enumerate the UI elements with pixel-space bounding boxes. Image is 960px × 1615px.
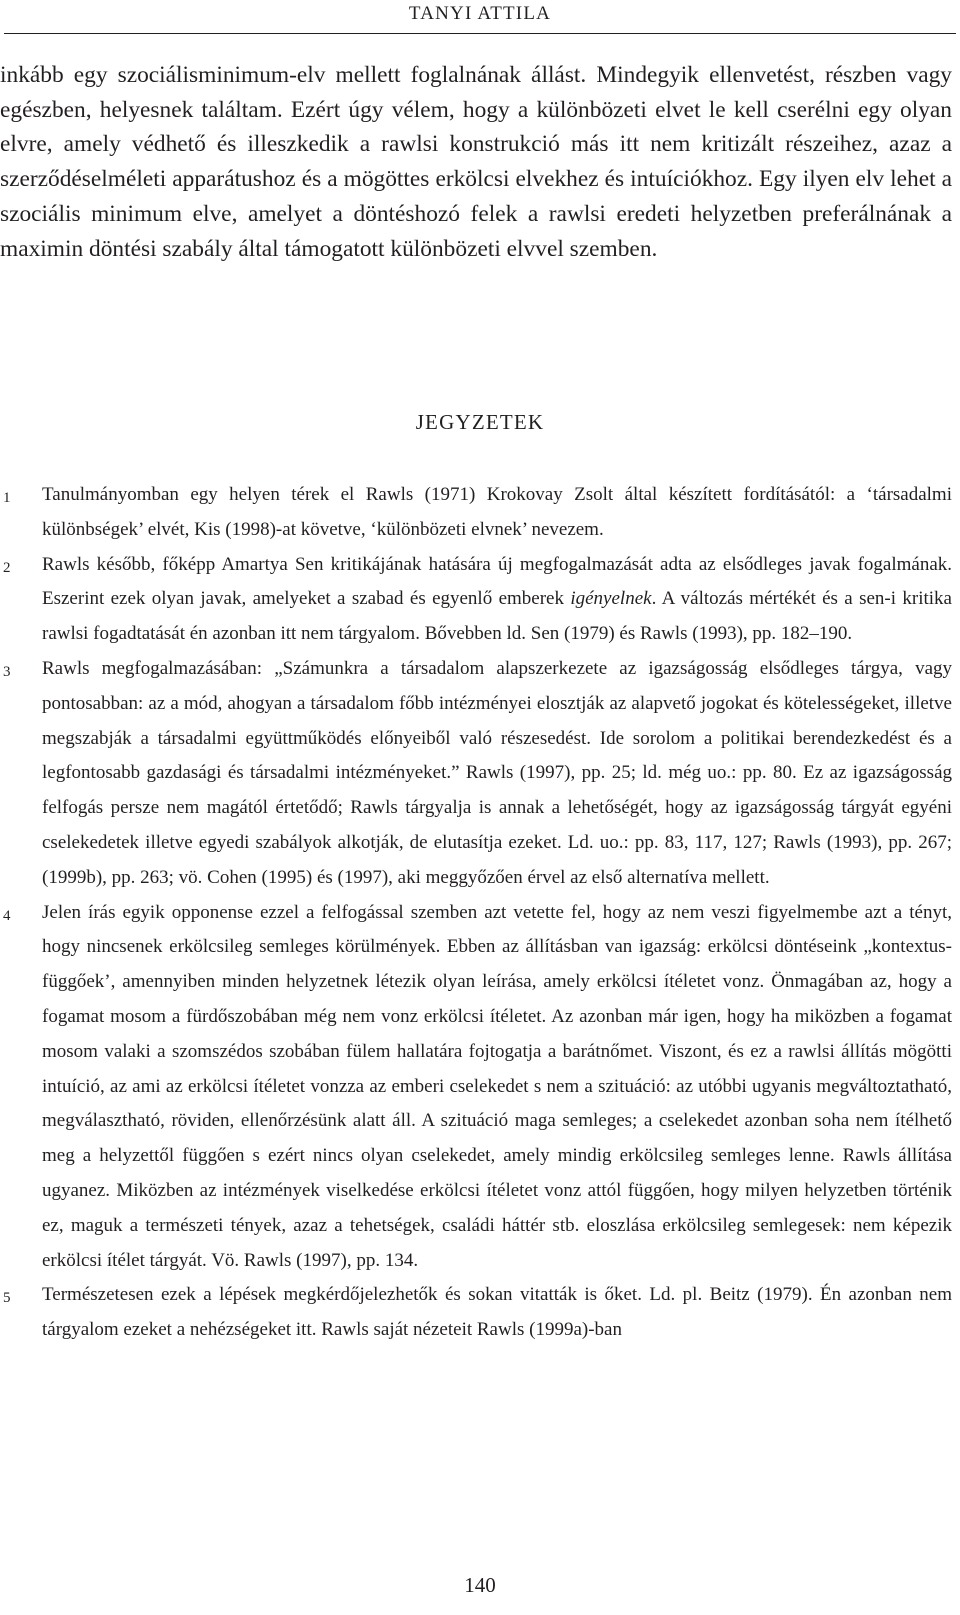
page-number: 140 <box>464 1573 496 1597</box>
footnote <box>0 652 952 896</box>
running-header: TANYI ATTILA <box>408 3 552 24</box>
footnote-text: Jelen írás egyik opponense ezzel a felfogással szemben azt vetette fel, hogy az nem veszi figyelmembe azt a tényt, hogy nincsenek erkölcsileg semleges körülmények. Ebben az állításban van igazság: erkölcsi döntéseink „kontextus-függőek’, amennyiben minden helyzetnek létezik olyan leírása, amely erkölcsi ítéletet vonz. Önmagában az, hogy a fogamat mosom a fürdőszobában még nem vonz erkölcsi ítéletet. Az azonban már igen, hogy ha miközben a fogamat mosom valaki a szomszédos szobában fülem hallatára fojtogatja a barátnőmet. Viszont, és ez a rawlsi állítás mögötti intuíció, az ami az erkölcsi ítéletet vonzza az emberi cselekedet s nem a szituáció: az utóbbi ugyanis megváltoztatható, megválasztható, röviden, ellenőrzésünk alatt áll. A szituáció maga semleges; a cselekedet azonban soha nem ítélhető meg a helyzettől függően s ezért nincs olyan cselekedet, amely mindig erkölcsileg semleges lenne. Rawls állítása ugyanez. Miközben az intézmények viselkedése erkölcsi ítéletet vonz attól függően, hogy milyen helyzetben történik ez, maguk a természeti tények, azaz a tehetségek, családi háttér stb. eloszlása erkölcsileg semlegesek: nem képezik erkölcsi ítélet tárgyát. Vö. Rawls (1997), pp. 134. <box>42 901 952 1271</box>
footnote <box>0 896 952 1279</box>
footnote <box>0 548 952 652</box>
footnote-text: Rawls később, főképp Amartya Sen kritikájának hatására új megfogalmazását adta az elsődleges javak fogalmának. Eszerint ezek olyan javak, amelyeket a szabad és egyenlő emberek <box>42 553 952 610</box>
footnote-number: 4 <box>3 907 11 924</box>
footnote-number: 3 <box>3 663 11 680</box>
footnote-number: 1 <box>3 490 11 506</box>
header-rule <box>4 33 956 34</box>
footnote-text: Tanulmányomban egy helyen térek el Rawls (1971) Krokovay Zsolt által készített fordításától: a ‘társadalmi különbségek’ elvét, Kis (1998)-at követve, ‘különbözeti elvnek’ nevezem. <box>42 484 952 540</box>
notes-list <box>0 478 952 1348</box>
footnote-text: Rawls megfogalmazásában: „Számunkra a társadalom alapszerkezete az igazságosság elsődleges tárgya, vagy pontosabban: az a mód, ahogyan a társadalom főbb intézményei elosztják az alapvető jogokat és kötelességeket, illetve megszabják a társadalmi együttműködés előnyeiből való részesedést. Ide sorolom a politikai berendezkedést és a legfontosabb gazdasági és társadalmi intézményeket.” Rawls (1997), pp. 25; ld. még uo.: pp. 80. Ez az igazságosság felfogás persze nem magától értetődő; Rawls tárgyalja is annak a lehetőségét, hogy az igazságosság tárgyát egyéni cselekedetek illetve egyedi szabályok alkotják, de elutasítja ezeket. Ld. uo.: pp. 83, 117, 127; Rawls (1993), pp. 267; (1999b), pp. 263; vö. Cohen (1995) és (1997), aki meggyőzően érvel az első alternatíva mellett. <box>42 657 952 888</box>
footnote-number: 2 <box>3 559 11 576</box>
footnote-italic-term: igényelnek <box>570 588 652 610</box>
footnote <box>0 1278 952 1348</box>
footnote <box>0 478 952 548</box>
footnote-text-continued: . A változás mértékét és a sen-i kritika rawlsi fogadtatását én azonban itt nem tárgyalom. Bővebben ld. Sen (1979) és Rawls (1993), pp. 182–190. <box>42 588 952 645</box>
notes-heading: JEGYZETEK <box>415 410 545 434</box>
body-paragraph: inkább egy szociálisminimum-elv mellett foglalnának állást. Mindegyik ellenvetést, részben vagy egészben, helyesnek találtam. Ezért úgy vélem, hogy a különbözeti elvet le kell cserélni egy olyan elvre, amely védhető és illeszkedik a rawlsi konstrukció más itt nem kritizált részeihez, azaz a szerződéselméleti apparátushoz és a mögöttes erkölcsi elvekhez és intuíciókhoz. Egy ilyen elv lehet a szociális minimum elve, amelyet a döntéshozó felek a rawlsi eredeti helyzetben preferálnának a maximin döntési szabály által támogatott különbözeti elvvel szemben. <box>0 62 952 262</box>
footnote-number: 5 <box>3 1290 11 1307</box>
footnote-text: Természetesen ezek a lépések megkérdőjelezhetők és sokan vitatták is őket. Ld. pl. Beitz (1979). Én azonban nem tárgyalom ezeket a nehézségeket itt. Rawls saját nézeteit Rawls (1999a)-ban <box>42 1284 952 1341</box>
